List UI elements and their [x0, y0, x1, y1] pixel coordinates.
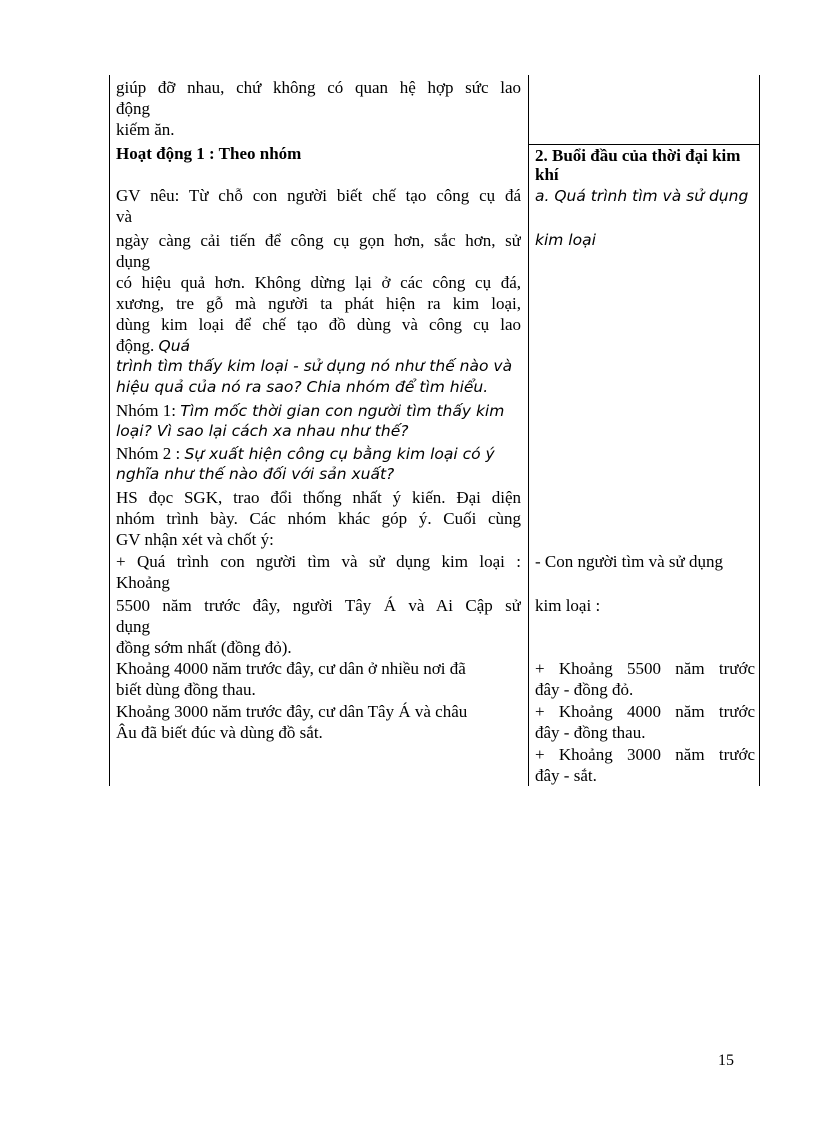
hs-line-3: GV nhận xét và chốt ý: [116, 530, 274, 549]
point-line-2: kim loại : [535, 596, 601, 615]
gv-line-7: dùng kim loại để chế tạo đồ dùng và công cụ lao [116, 315, 521, 334]
subheading-line-1: a. Quá trình tìm và sử dụng [535, 187, 749, 205]
activity-heading: Hoạt động 1 : Theo nhóm [116, 144, 302, 163]
summary-line-8: Khoảng 3000 năm trước đây, cư dân Tây Á và châu [116, 702, 468, 721]
summary-line-3: 5500 năm trước đây, người Tây Á và Ai Cập sử [116, 596, 521, 615]
gv-line-3: ngày càng cải tiến để công cụ gọn hơn, sắc hơn, sử [116, 231, 521, 250]
item-3-line-2: đây - sắt. [535, 766, 597, 785]
section-heading-line-2: khí [535, 165, 559, 184]
group1-question: Tìm mốc thời gian con người tìm thấy kim [180, 402, 505, 420]
gv-line-8-italic: Quá [158, 337, 191, 355]
gv-line-2: và [116, 207, 133, 226]
hs-line-2: nhóm trình bày. Các nhóm khác góp ý. Cuối cùng [116, 509, 521, 528]
gv-line-4: dụng [116, 252, 150, 271]
group2-line-2: nghĩa như thế nào đối với sản xuất? [116, 465, 395, 483]
gv-line-6: xương, tre gỗ mà người ta phát hiện ra kim loại, [116, 294, 521, 313]
gv-line-8-prefix: động. [116, 336, 155, 355]
summary-line-7: biết dùng đồng thau. [116, 680, 256, 699]
section-heading-line-1: 2. Buổi đầu của thời đại kim [535, 146, 741, 165]
subheading-line-2: kim loại [535, 231, 596, 249]
table-left-border [109, 75, 110, 786]
item-2-line-2: đây - đồng thau. [535, 723, 646, 742]
group1-line-2: loại? Vì sao lại cách xa nhau như thế? [116, 422, 409, 440]
summary-line-5: đồng sớm nhất (đồng đỏ). [116, 638, 292, 657]
item-1-line-1: + Khoảng 5500 năm trước [535, 659, 755, 678]
summary-line-9: Âu đã biết đúc và dùng đồ sắt. [116, 723, 323, 742]
gv-line-9: trình tìm thấy kim loại - sử dụng nó như thế nào và [116, 357, 513, 375]
intro-line-2: động [116, 99, 150, 118]
table-right-border [759, 75, 760, 786]
point-line-1: - Con người tìm và sử dụng [535, 552, 723, 571]
summary-line-1: + Quá trình con người tìm và sử dụng kim loại : [116, 552, 521, 571]
intro-line-3: kiếm ăn. [116, 120, 175, 139]
group2-label: Nhóm 2 : [116, 444, 181, 463]
item-1-line-2: đây - đồng đỏ. [535, 680, 634, 699]
page-number: 15 [718, 1052, 734, 1069]
summary-line-4: dụng [116, 617, 150, 636]
item-2-line-1: + Khoảng 4000 năm trước [535, 702, 755, 721]
intro-line-1: giúp đỡ nhau, chứ không có quan hệ hợp sức lao [116, 78, 521, 97]
group2-question: Sự xuất hiện công cụ bằng kim loại có ý [184, 445, 495, 463]
group2-line-1 [116, 443, 521, 465]
gv-line-1: GV nêu: Từ chỗ con người biết chế tạo công cụ đá [116, 186, 521, 205]
hs-line-1: HS đọc SGK, trao đổi thống nhất ý kiến. Đại diện [116, 488, 521, 507]
summary-line-2: Khoảng [116, 573, 170, 592]
group1-label: Nhóm 1: [116, 401, 176, 420]
gv-line-5: có hiệu quả hơn. Không dừng lại ở các công cụ đá, [116, 273, 521, 292]
group1-line-1 [116, 400, 521, 422]
item-3-line-1: + Khoảng 3000 năm trước [535, 745, 755, 764]
gv-line-8 [116, 335, 521, 357]
table-column-divider [528, 75, 529, 786]
summary-line-6: Khoảng 4000 năm trước đây, cư dân ở nhiều nơi đã [116, 659, 466, 678]
gv-line-10: hiệu quả của nó ra sao? Chia nhóm để tìm hiểu. [116, 378, 489, 396]
